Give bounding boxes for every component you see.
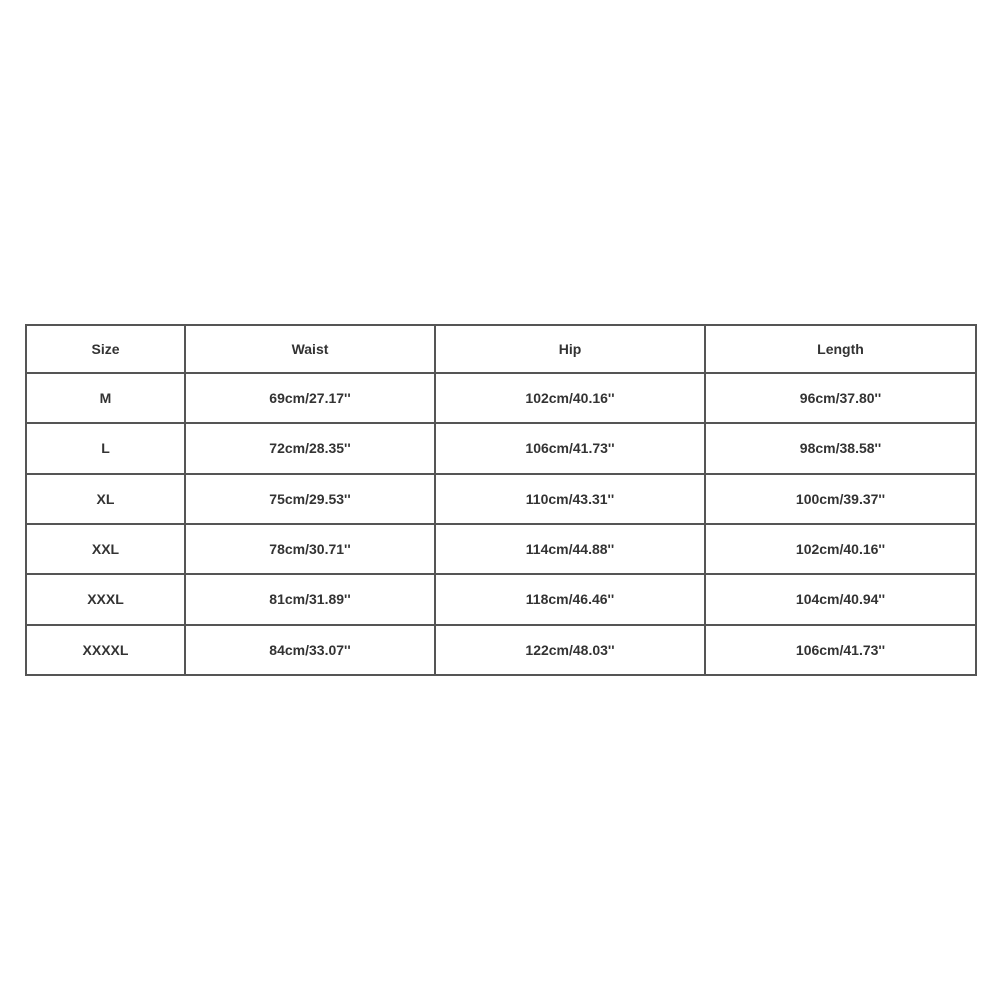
cell-length: 106cm/41.73''	[705, 625, 976, 675]
header-size: Size	[26, 325, 185, 373]
table-header-row	[26, 325, 976, 373]
cell-length: 102cm/40.16''	[705, 524, 976, 574]
header-waist: Waist	[185, 325, 435, 373]
table-row	[26, 625, 976, 675]
cell-hip: 118cm/46.46''	[435, 574, 705, 624]
cell-hip: 114cm/44.88''	[435, 524, 705, 574]
table-row	[26, 574, 976, 624]
cell-waist: 72cm/28.35''	[185, 423, 435, 473]
cell-waist: 75cm/29.53''	[185, 474, 435, 524]
table-row	[26, 373, 976, 423]
table-row	[26, 474, 976, 524]
cell-hip: 122cm/48.03''	[435, 625, 705, 675]
cell-size: XXL	[26, 524, 185, 574]
cell-length: 96cm/37.80''	[705, 373, 976, 423]
table-row	[26, 423, 976, 473]
size-chart-table	[25, 324, 977, 676]
cell-length: 104cm/40.94''	[705, 574, 976, 624]
cell-size: XXXXL	[26, 625, 185, 675]
cell-waist: 81cm/31.89''	[185, 574, 435, 624]
header-hip: Hip	[435, 325, 705, 373]
cell-waist: 84cm/33.07''	[185, 625, 435, 675]
cell-length: 100cm/39.37''	[705, 474, 976, 524]
cell-waist: 69cm/27.17''	[185, 373, 435, 423]
cell-hip: 102cm/40.16''	[435, 373, 705, 423]
cell-size: XXXL	[26, 574, 185, 624]
cell-length: 98cm/38.58''	[705, 423, 976, 473]
cell-size: L	[26, 423, 185, 473]
cell-hip: 110cm/43.31''	[435, 474, 705, 524]
cell-hip: 106cm/41.73''	[435, 423, 705, 473]
header-length: Length	[705, 325, 976, 373]
cell-size: M	[26, 373, 185, 423]
cell-waist: 78cm/30.71''	[185, 524, 435, 574]
table-row	[26, 524, 976, 574]
cell-size: XL	[26, 474, 185, 524]
